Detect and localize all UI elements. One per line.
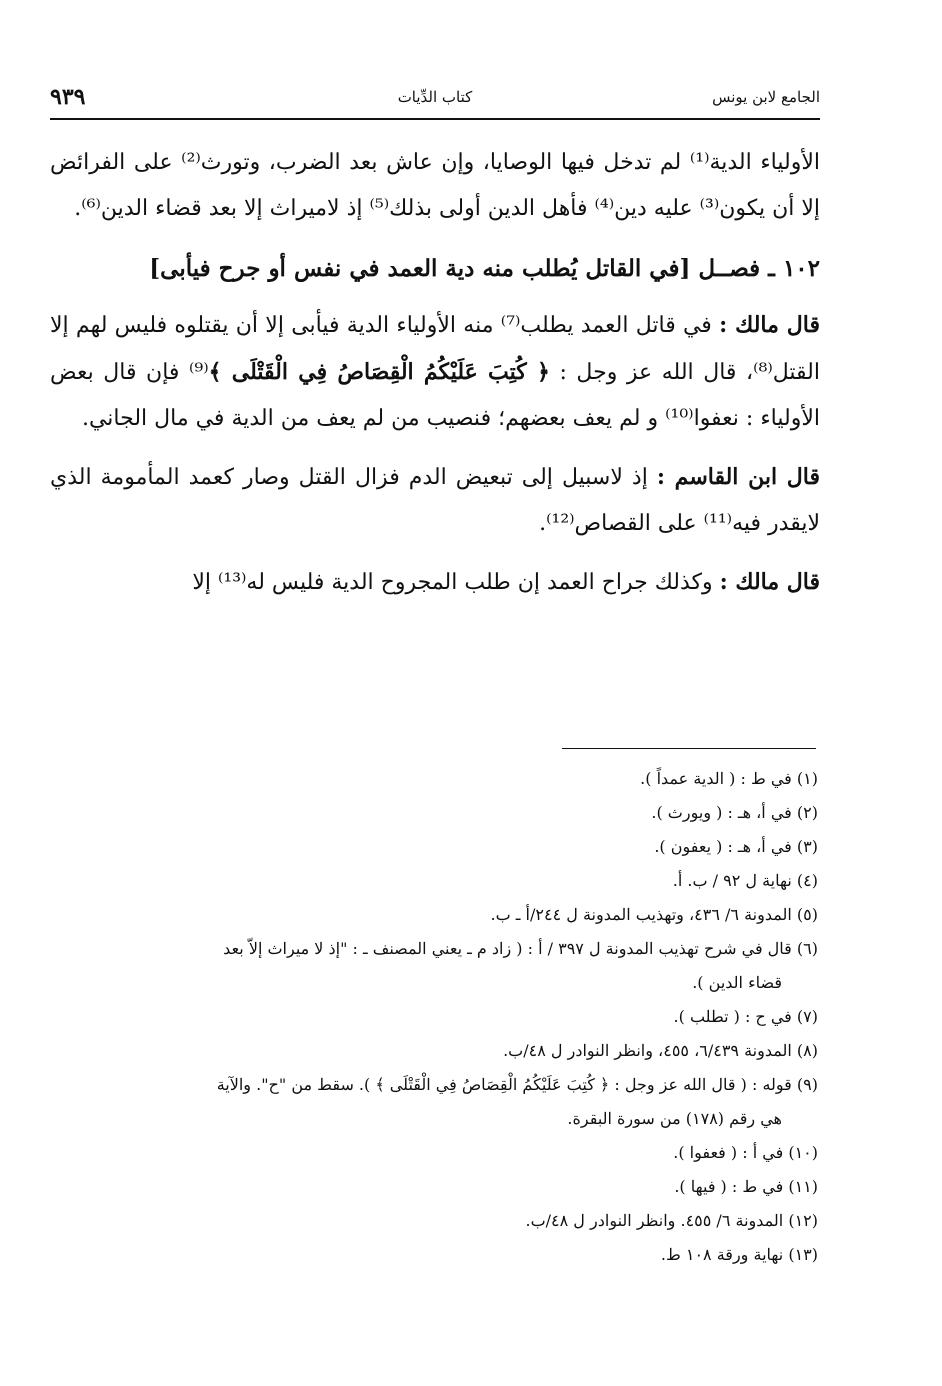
- footnote: (١١) في ط : ( فيها ).: [674, 1177, 818, 1196]
- paragraph-text: في قاتل العمد يطلب⁽⁷⁾ منه الأولياء الدية فيأبى إلا أن يقتلوه فليس لهم إلا القتل⁽⁸⁾، قال الله عز وجل :: [50, 313, 820, 385]
- footnote-continuation: هي رقم (١٧٨) من سورة البقرة.: [567, 1109, 782, 1128]
- footnote: (٦) قال في شرح تهذيب المدونة ل ٣٩٧ / أ : ( زاد م ـ يعني المصنف ـ : "إذ لا ميراث إلاّ بعد: [223, 939, 818, 958]
- footnote: (٨) المدونة ٦/٤٣٩، ٤٥٥، وانظر النوادر ل ٤٨/ب.: [503, 1041, 818, 1060]
- footnote: (٤) نهاية ل ٩٢ / ب. أ.: [672, 871, 818, 890]
- footnote: (٩) قوله : ( قال الله عز وجل : ﴿ كُتِبَ عَلَيْكُمُ الْقِصَاصُ فِي الْقَتْلَى ﴾ ). سقط من "ح". والآية: [216, 1075, 818, 1094]
- chapter-title: كتاب الدِّيات: [397, 88, 473, 106]
- footnotes: [50, 762, 818, 1272]
- footnote-continuation: قضاء الدين ).: [692, 973, 782, 992]
- page-number: ٩٣٩: [50, 84, 86, 110]
- quran-verse: ﴿ كُتِبَ عَلَيْكُمُ الْقِصَاصُ فِي الْقَتْلَى ﴾: [208, 359, 550, 385]
- footnote: (٥) المدونة ٦/ ٤٣٦، وتهذيب المدونة ل ٢٤٤/أ ـ ب.: [490, 905, 818, 924]
- paragraph-text: إذ لاسبيل إلى تبعيض الدم فزال القتل وصار كعمد المأمومة الذي لايقدر فيه⁽¹¹⁾ على القصاص⁽¹²⁾.: [50, 465, 820, 536]
- footnote: (١٣) نهاية ورقة ١٠٨ ط.: [660, 1245, 818, 1264]
- paragraph-2: [50, 302, 820, 442]
- section-heading: ١٠٢ ـ فصــل [في القاتل يُطلب منه دية العمد في نفس أو جرح فيأبى]: [149, 255, 820, 282]
- footnote: (٣) في أ، هـ : ( يعفون ).: [654, 837, 818, 856]
- main-text: [50, 140, 820, 618]
- running-header: [50, 84, 820, 112]
- footnote: (٧) في ح : ( تطلب ).: [673, 1007, 818, 1026]
- book-title: الجامع لابن يونس: [712, 88, 820, 106]
- footnote: (٢) في أ، هـ : ( ويورث ).: [651, 803, 818, 822]
- paragraph-text: وكذلك جراح العمد إن طلب المجروح الدية فليس له⁽¹³⁾ إلا: [192, 570, 720, 595]
- paragraph-text: ⁽⁹⁾ فإن قال بعض الأولياء : نعفوا⁽¹⁰⁾ و لم يعف بعضهم؛ فنصيب من لم يعف من الدية في مال الجاني.: [50, 360, 820, 431]
- footnote: (١٢) المدونة ٦/ ٤٥٥. وانظر النوادر ل ٤٨/ب.: [525, 1211, 818, 1230]
- paragraph-4: [50, 559, 820, 606]
- footnote: (١) في ط : ( الدية عمداً ).: [640, 769, 818, 788]
- paragraph-1: الأولياء الدية⁽¹⁾ لم تدخل فيها الوصايا، وإن عاش بعد الضرب، وتورث⁽²⁾ على الفرائض إلا أن يكون⁽³⁾ عليه دين⁽⁴⁾ فأهل الدين أولى بذلك⁽⁵⁾ إذ لاميراث إلا بعد قضاء الدين⁽⁶⁾.: [50, 150, 820, 221]
- paragraph-3: [50, 454, 820, 547]
- speaker-label: قال ابن القاسم :: [656, 464, 820, 490]
- speaker-label: قال مالك :: [719, 569, 820, 595]
- header-rule: [50, 118, 820, 120]
- speaker-label: قال مالك :: [719, 312, 821, 338]
- footnote: (١٠) في أ : ( فعفوا ).: [673, 1143, 818, 1162]
- footnote-separator: [562, 748, 816, 749]
